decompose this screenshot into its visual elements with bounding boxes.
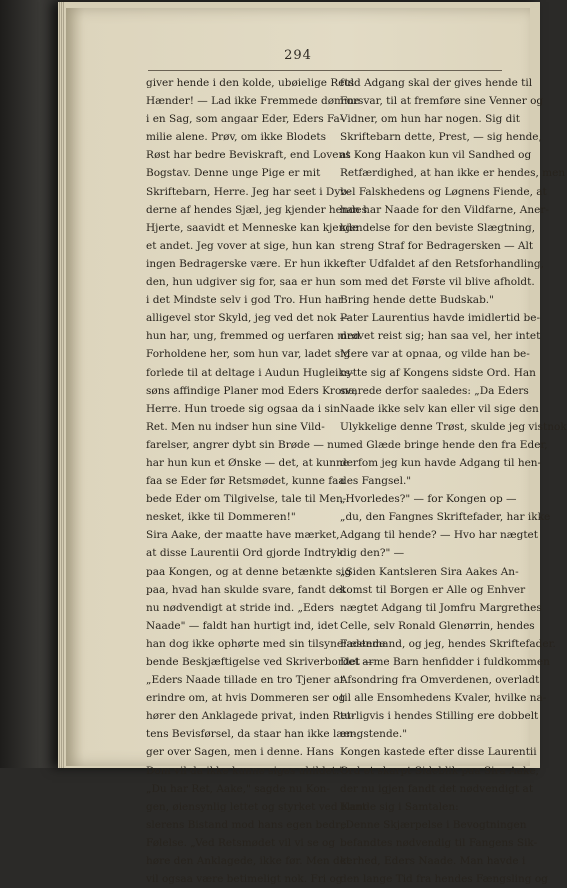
text-line: faa se Eder før Retsmødet, kunne faa [146, 475, 345, 488]
text-line: streng Straf for Bedragersken — Alt [340, 239, 534, 252]
text-line: ængstende." [340, 728, 408, 741]
text-line: turligvis i hendes Stilling ere dobbelt [340, 710, 539, 723]
text-line: Følelse. „Ved Retsmødet vil vi se og [146, 836, 336, 849]
text-line: „Eders Naade tillade en tro Tjener at [146, 674, 345, 687]
text-line: Herre. Hun troede sig ogsaa da i sin [146, 402, 340, 415]
text-line: nægtet Adgang til Jomfru Margrethes [340, 601, 542, 614]
text-line: gen, øiensynlig lettet og styrket ved Kant- [146, 800, 370, 813]
text-line: at disse Laurentii Ord gjorde Indtryk [146, 547, 343, 560]
text-line: svarede derfor saaledes: „Da Eders [340, 384, 529, 397]
page-edge [63, 2, 64, 768]
page-edge [59, 2, 60, 768]
text-line: efter Udfaldet af den Retsforhandling, [340, 257, 544, 270]
book-page [66, 8, 567, 886]
text-line: derne af hendes Sjæl, jeg kjender hendes [146, 203, 367, 216]
text-line: Pater Laurentius havde imidlertid be- [340, 312, 541, 325]
text-line: giver hende i den kolde, ubøielige Rets [146, 77, 355, 89]
text-line: Mere var at opnaa, og vilde han be- [340, 348, 530, 361]
text-line: Forsvar, til at fremføre sine Venner og [340, 95, 544, 108]
text-line: i det Mindste selv i god Tro. Hun har [146, 294, 343, 307]
text-line: des Fangsel." [340, 475, 412, 488]
text-line: fuld Adgang skal der gives hende til [340, 77, 533, 89]
text-line: høre den Anklagede, ikke før. Men det [146, 855, 351, 868]
text-line: nytte sig af Kongens sidste Ord. Han [340, 366, 536, 379]
text-line: Forholdene her, som hun var, ladet sig [146, 348, 351, 361]
text-line: Retfærdighed, at han ikke er hendes, men [340, 167, 566, 180]
text-line: derfom jeg kun havde Adgang til hen- [340, 456, 542, 469]
text-line: vel Falskhedens og Løgnens Fiende, at [340, 185, 547, 198]
header-rule [148, 70, 502, 71]
text-line: Røst har bedre Beviskraft, end Lovens [146, 149, 351, 162]
text-line: Det arme Barn henfidder i fuldkommen [340, 656, 550, 668]
text-line: Afsondring fra Omverdenen, overladt [340, 674, 540, 687]
text-line: tens Bevisførsel, da staar han ikke læn- [146, 728, 357, 741]
text-line: „Hvorledes?" — for Kongen op — [340, 493, 517, 506]
text-line: at Kong Haakon kun vil Sandhed og [340, 149, 532, 162]
text-line: der nu igjen fandt det nødvendigt at [340, 782, 534, 795]
text-line: kjendelse for den beviste Slægtning, [340, 221, 536, 234]
text-line: „Denne Skjærpelse i Bevogtningen [340, 818, 527, 831]
text-line: Hænder! — Lad ikke Fremmede dømme [146, 95, 361, 108]
text-line: Sira Aake, der maatte have mærket, [146, 529, 340, 542]
text-line: bende Beskjæftigelse ved Skriverbordet — [146, 656, 374, 668]
text-line: Bring hende dette Budskab." [340, 294, 494, 307]
text-line: „Siden Kantsleren Sira Aakes An- [340, 565, 519, 578]
text-line: vil ogsaa være betimeligt nok. Fri og [146, 873, 343, 886]
text-line: Hjerte, saavidt et Menneske kan kjende [146, 221, 359, 234]
text-line: paa Kongen, og at denne betænkte sig [146, 565, 352, 578]
text-line: Fæstemand, og jeg, hendes Skriftefader. [340, 637, 556, 650]
text-line: bede Eder om Tilgivelse, tale til Men- [146, 493, 347, 506]
text-line: han dog ikke ophørte med sin tilsyneladende [146, 637, 386, 650]
text-line: Celle, selv Ronald Glenørrin, hendes [340, 619, 535, 632]
text-line: i en Sag, som angaar Eder, Eders Fa- [146, 113, 344, 126]
text-line: befandtes nødvendig til Fangens Sik- [340, 836, 538, 849]
text-line: Naade" — faldt han hurtigt ind, idet [146, 619, 338, 632]
text-line: forlede til at deltage i Audun Hugleiks- [146, 366, 354, 379]
text-line: den lange Tid fra hendes Fængsling og [340, 873, 548, 886]
text-line: Vidner, om hun har nogen. Sig dit [340, 113, 520, 126]
text-line: erindre om, at hvis Dommeren ser og [146, 692, 346, 705]
text-line: slerens Bistand mod hans egen bedre [146, 818, 347, 831]
text-line: ger over Sagen, men i denne. Hans [146, 746, 334, 759]
text-line: søns affindige Planer mod Eders Krone, [146, 384, 358, 397]
page-edge [61, 2, 62, 768]
text-line: Skriftebarn dette, Prest, — sig hende, [340, 131, 542, 144]
text-line: har hun kun et Ønske — det, at kunne [146, 456, 350, 469]
text-line: drøvet reist sig; han saa vel, her intet [340, 330, 541, 343]
text-line: hører den Anklagede privat, inden Ret- [146, 710, 355, 723]
text-line: Naade ikke selv kan eller vil sige den [340, 402, 539, 415]
text-line: Ord et skarpt Sideblik paa Sira Aake, [340, 764, 539, 777]
text-line: Ulykkelige denne Trøst, skulde jeg vistnok [340, 420, 567, 433]
text-line: til alle Ensomhedens Kvaler, hvilke na- [340, 692, 547, 705]
text-line: ingen Bedragerske være. Er hun ikke [146, 257, 346, 270]
text-line: komst til Borgen er Alle og Enhver [340, 583, 526, 596]
text-line: Skriftebarn, Herre. Jeg har seet i Dyb- [146, 185, 351, 198]
text-line: Kongen kastede efter disse Laurentii [340, 746, 537, 759]
text-line: blande sig i Samtalen: [340, 800, 459, 813]
text-line: Dom vil da ikke kunne siges uhildet." [146, 764, 345, 777]
text-line: som med det Første vil blive afholdt. [340, 276, 535, 289]
text-line: et andet. Jeg vover at sige, hun kan [146, 239, 336, 252]
text-line: „du, den Fangnes Skriftefader, har ikke [340, 511, 551, 524]
text-line: den, hun udgiver sig for, saa er hun [146, 276, 336, 289]
text-line: „Du har Ret, Aake," sagde nu Kon- [146, 782, 330, 795]
text-line: farelser, angrer dybt sin Brøde — nu [146, 438, 341, 451]
text-line: dig den?" — [340, 547, 405, 560]
text-line: hun har, ung, fremmed og uerfaren med [146, 330, 361, 343]
text-line: alligevel stor Skyld, jeg ved det nok — [146, 312, 351, 325]
text-line: nesket, ikke til Dommeren!" [146, 511, 296, 524]
text-line: Adgang til hende? — Hvo har nægtet [340, 529, 538, 542]
text-line: han har Naade for den Vildfarne, Aner- [340, 203, 549, 216]
text-line: med Glæde bringe hende den fra Eder, [340, 438, 548, 451]
text-line: nu nødvendigt at stride ind. „Eders [146, 601, 334, 614]
text-line: Bogstav. Denne unge Pige er mit [146, 167, 321, 180]
text-line: kerhed, Eders Naade. Man havde i [340, 855, 526, 868]
text-line: Ret. Men nu indser hun sine Vild- [146, 420, 325, 433]
text-line: milie alene. Prøv, om ikke Blodets [146, 131, 327, 144]
text-column-right [340, 74, 567, 888]
text-line: paa, hvad han skulde svare, fandt det [146, 583, 347, 596]
page-number: 294 [284, 48, 312, 63]
